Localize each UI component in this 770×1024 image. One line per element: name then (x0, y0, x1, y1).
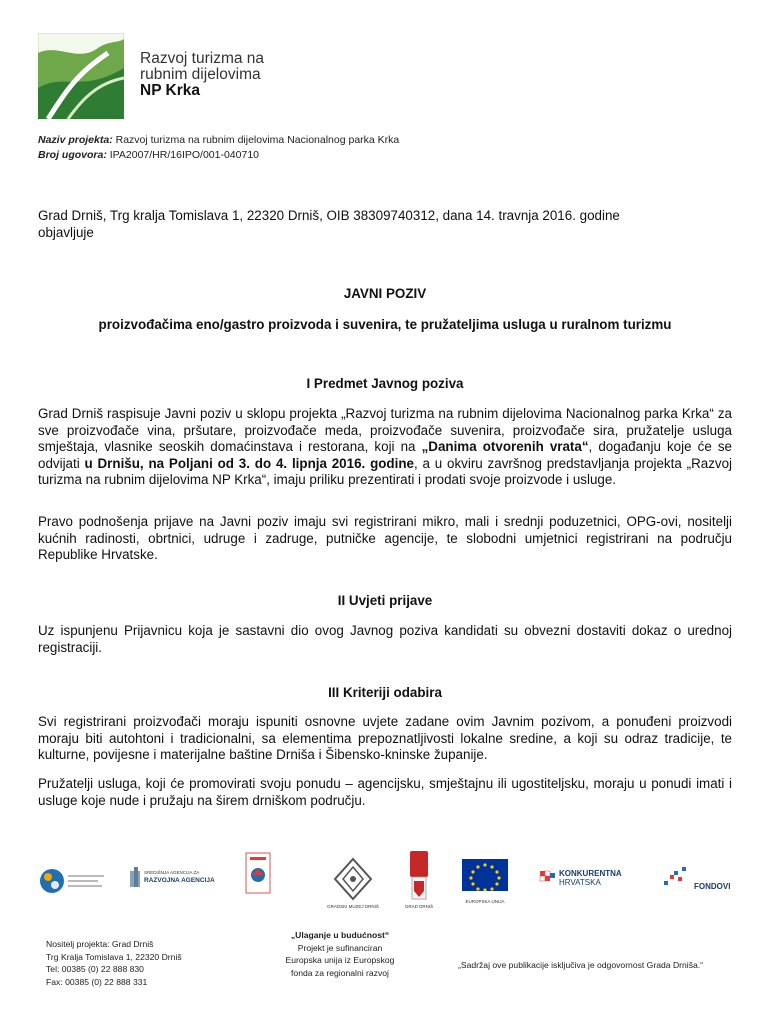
eu-fondovi-logo (664, 867, 730, 891)
sponsor-logos (38, 845, 732, 915)
town-museum-logo (327, 859, 379, 909)
section-2-paragraph-1: Uz ispunjenu Prijavnicu koja je sastavni dio ovog Javnog poziva kandidati su obvezni dostaviti dokaz o urednoj registraciji. (38, 623, 732, 655)
s1p1-event-name: „Danima otvorenih vrata“ (421, 439, 589, 454)
logo-line-2: rubnim dijelovima (140, 66, 261, 83)
project-logo (38, 33, 124, 119)
s1p1-text-e: , a u okviru završnog predstavljanja projekta „Razvoj turizma na rubnim dijelovima NP Krka“, imaju priliku prezentirati i prodati svoje proizvode i usluge. (38, 455, 733, 487)
footer-cofin-2: Europska unija iz Europskog (285, 955, 395, 965)
section-1-paragraph-2: Pravo podnošenja prijave na Javni poziv imaju svi registrirani mikro, mali i srednji poduzetnici, OPG-ovi, nositelji kućnih radinosti, obrtnici, udruge i zadruge, putničke agencije, te slobodni umjetnici registrirani na području Republike Hrvatske. (38, 514, 732, 562)
document-title: JAVNI POZIV (343, 286, 427, 301)
section-3-paragraph-1: Svi registrirani proizvođači moraju ispuniti osnovne uvjete zadane ovim Javnim pozivom, a ponuđeni proizvodi moraju biti autohtoni i tradicionalni, sa elementima prepoznatljivosti lokalne sredine, a koji su odraz tradicije, te kulturne, povijesne i materijalne baštine Drniša i Šibensko-kninske županije. (38, 714, 732, 762)
footer-cofin-3: fonda za regionalni razvoj (291, 967, 389, 978)
footer-tel: Tel: 00385 (0) 22 888 830 (46, 964, 144, 974)
konk-caption-1: KONKURENTNA (559, 869, 622, 878)
section-3-paragraph-2: Pružatelji usluga, koji će promovirati svoju ponudu – agencijsku, smještajnu ili ugostiteljsku, moraju u ponudi imati i usluge koje nude i pružaju na širem drniškom području. (38, 776, 732, 808)
intro-line-1: Grad Drniš, Trg kralja Tomislava 1, 22320 Drniš, OIB 38309740312, dana 14. travnja 2016. godine (38, 208, 620, 223)
footer-fax: Fax: 00385 (0) 22 888 331 (46, 976, 148, 987)
agency-caption-2: RAZVOJNA AGENCIJA (144, 877, 215, 884)
eu-flag-logo (462, 859, 508, 904)
logo-line-1: Razvoj turizma na (140, 50, 265, 67)
document-subtitle: proizvođačima eno/gastro proizvoda i suvenira, te pružateljima usluga u ruralnom turizmu (98, 317, 672, 332)
footer-contact (46, 938, 182, 988)
museum-caption: GRADSKI MUZEJ DRNIŠ (327, 904, 379, 909)
section-1-paragraph-1 (38, 406, 732, 489)
footer-address: Trg Kralja Tomislava 1, 22320 Drniš (46, 951, 182, 962)
konk-caption-2: HRVATSKA (559, 878, 601, 887)
footer-cofinancing (270, 929, 410, 979)
logo-line-3: NP Krka (140, 82, 201, 99)
development-agency-logo (130, 867, 215, 887)
project-logo-text (140, 51, 264, 99)
contract-number-line (38, 149, 259, 161)
project-name-line (38, 134, 399, 146)
project-name-label: Naziv projekta: (38, 134, 113, 146)
section-1-heading: I Predmet Javnog poziva (306, 376, 464, 391)
section-3-heading: III Kriteriji odabira (328, 685, 442, 700)
footer-holder: Nositelj projekta: Grad Drniš (46, 939, 154, 949)
project-name-value: Razvoj turizma na rubnim dijelovima Nacionalnog parka Krka (112, 134, 400, 146)
fondovi-caption: FONDOVI (694, 882, 731, 891)
contract-number-label: Broj ugovora: (38, 149, 107, 161)
intro-line-2: objavljuje (38, 224, 94, 240)
footer-disclaimer: „Sadržaj ove publikacije isključiva je odgovornost Grada Drniša.“ (458, 960, 704, 970)
agency-caption-1: SREDIŠNJA AGENCIJA ZA (144, 870, 200, 875)
intro-paragraph (38, 208, 732, 241)
town-coat-of-arms (405, 851, 433, 909)
s1p1-text-c: , događanju koje će se odvijati (38, 439, 732, 471)
s1p1-event-date: u Drnišu, na Poljani od 3. do 4. lipnja 2016. godine (84, 455, 414, 471)
town-caption: GRAD DRNIŠ (404, 904, 434, 909)
eu-caption: EUROPSKA UNIJA (465, 899, 505, 904)
festival-badge-logo (246, 853, 270, 893)
footer-cofin-1: Projekt je sufinanciran (297, 942, 383, 953)
section-2-heading: II Uvjeti prijave (337, 593, 433, 608)
s1p1-text-a: Grad Drniš raspisuje Javni poziv u sklopu projekta „Razvoj turizma na rubnim dijelovima Nacionalnog parka Krka“ za sve proizvođače vina, pršutare, proizvođače meda, proizvođače suvenira, proizvođače sira, pružatelje usluga smještaja, vlasnike seoskih domaćinstava i restorana, koji na (38, 406, 732, 454)
footer-slogan: „Ulaganje u budućnost“ (290, 930, 390, 940)
regional-agency-logo (40, 869, 104, 893)
contract-number-value: IPA2007/HR/16IPO/001-040710 (106, 149, 260, 161)
konkurentna-hrvatska-logo (540, 869, 622, 887)
